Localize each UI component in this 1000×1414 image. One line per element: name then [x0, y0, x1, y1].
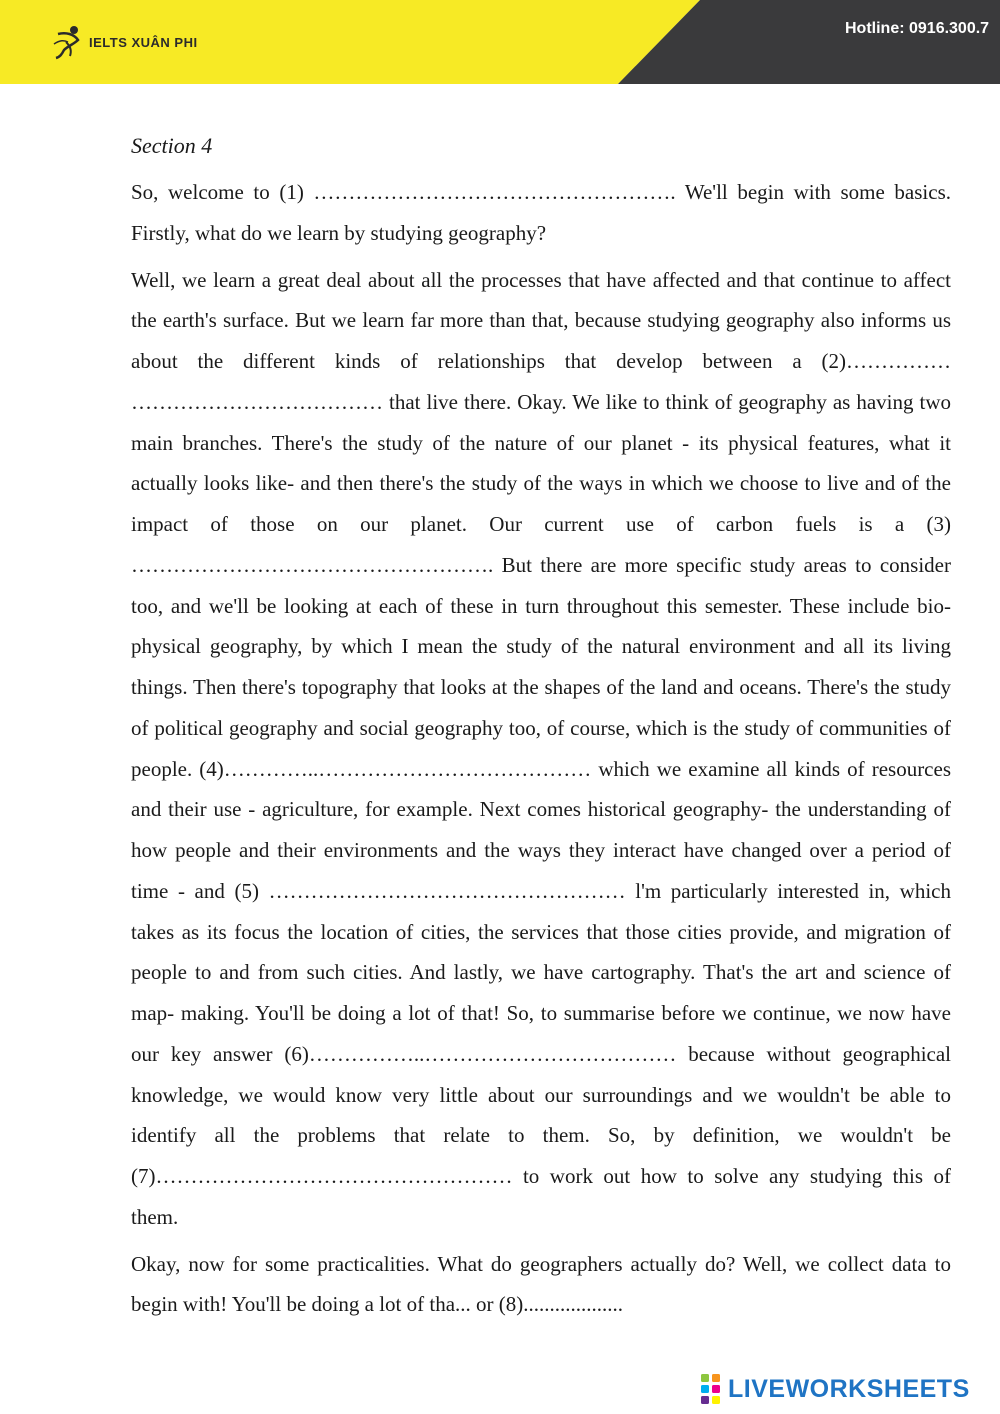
watermark-text: LIVEWORKSHEETS — [728, 1374, 970, 1403]
brand-logo — [52, 24, 198, 60]
paragraph-intro: So, welcome to (1) ……………………………………………. We'll begin with some basics. Firstly, what do we learn by studying geography? — [131, 180, 951, 245]
brand-name: IELTS XUÂN PHI — [89, 34, 198, 50]
liveworksheets-watermark — [700, 1370, 970, 1408]
paragraph-main: Well, we learn a great deal about all the processes that have affected and that continue to affect the earth's surface. But we learn far more than that, because studying geography also informs us about the different kinds of relationships that develop between a (2)…………… ……………………………… that live there. Okay. We like to think of geography as having two main branches. There's the study of the nature of our planet - its physical features, what it actually looks like- and then there's the study of the ways in which we choose to live and of the impact of those on our planet. Our current use of carbon fuels is a (3) ……………………………………………. But there are more specific study areas to consider too, and we'll be looking at each of these in turn throughout this semester. These include bio-physical geography, by which I mean the study of the natural environment and all its living things. Then there's topography that looks at the shapes of the land and oceans. There's the study of political geography and social geography too, of course, which is the study of communities of people. (4)…………..………………………………… which we examine all kinds of resources and their use - agriculture, for example. Next comes historical geography- the understanding of how people and their environments and the ways they interact have changed over a period of time - and (5) …………………………………………… l'm particularly interested in, which takes as its focus the location of cities, the services that those cities provide, and migration of people to and from such cities. And lastly, we have cartography. That's the art and science of map- making. You'll be doing a lot of that! So, to summarise before we continue, we now have our key answer (6)……………..……………………………… because without geographical knowledge, we would know very little about our surroundings and we wouldn't be able to identify all the problems that relate to them. So, by definition, we wouldn't be (7)…………………………………………… to work out how to solve any studying this of them. — [131, 267, 951, 1229]
section-title: Section 4 — [131, 133, 213, 158]
liveworksheets-logo-icon — [700, 1372, 722, 1406]
hotline-text: Hotline: 0916.300.7 — [845, 20, 990, 37]
brand-logo-icon — [52, 24, 86, 60]
paragraph-practicalities: Okay, now for some practicalities. What do geographers actually do? Well, we collect data to begin with! You'll be doing a lot of tha... or (8)................... — [131, 1251, 951, 1317]
document-body — [131, 128, 951, 1331]
page-header — [0, 0, 1000, 84]
